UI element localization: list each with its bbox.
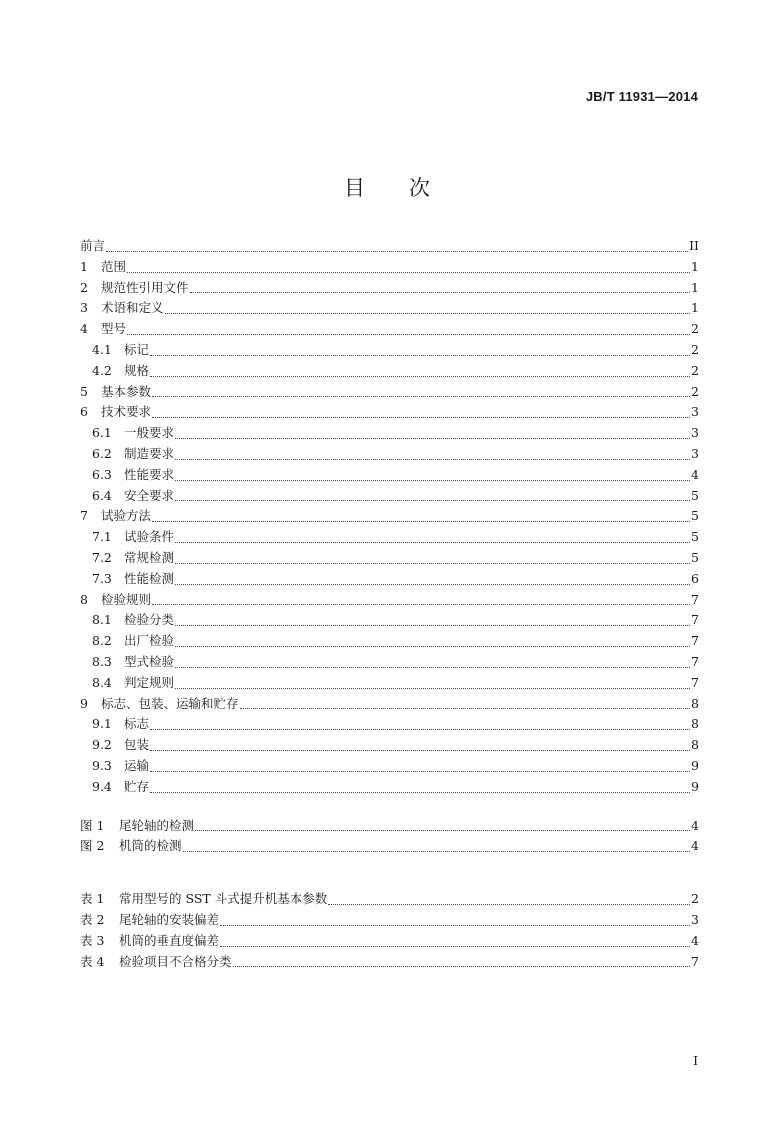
toc-entry[interactable] (80, 610, 699, 631)
toc-leader-dots (150, 729, 690, 730)
toc-leader-dots (220, 925, 690, 926)
toc-leader-dots (175, 688, 690, 689)
toc-entry-label: 标志 (124, 716, 150, 732)
toc-entry-number: 9.3 (92, 757, 112, 773)
toc-entry-number: 7.3 (92, 570, 112, 586)
toc-entry[interactable] (80, 931, 699, 952)
toc-entry-label: 机筒的垂直度偏差 (119, 932, 220, 948)
toc-entry-page: 4 (691, 817, 699, 833)
toc-entry[interactable] (80, 361, 699, 382)
toc-entry-page: 2 (691, 891, 699, 907)
toc-entry-page: 9 (691, 778, 699, 794)
toc-entry-label: 制造要求 (124, 445, 175, 461)
toc-entry-page: 2 (691, 362, 699, 378)
toc-leader-dots (175, 438, 690, 439)
toc-entry-number: 表 1 (80, 891, 105, 907)
toc-entry-label: 试验条件 (124, 529, 175, 545)
toc-entry-page: 8 (691, 737, 699, 753)
toc-entry-number: 表 4 (80, 953, 105, 969)
toc-leader-dots (152, 604, 690, 605)
toc-entry[interactable] (80, 777, 699, 798)
toc-entry-page: 1 (691, 300, 699, 316)
toc-entry-page: 1 (691, 258, 699, 274)
toc-entry-label: 检验分类 (124, 612, 175, 628)
toc-entry-number: 图 1 (80, 817, 105, 833)
toc-entry-number: 8.3 (92, 653, 112, 669)
toc-entry[interactable] (80, 486, 699, 507)
toc-entry[interactable] (80, 506, 699, 527)
toc-entry-page: 6 (691, 570, 699, 586)
toc-entry-label: 常用型号的 SST 斗式提升机基本参数 (119, 891, 328, 907)
toc-entry[interactable] (80, 694, 699, 715)
toc-entry-page: 2 (691, 341, 699, 357)
toc-entry-label: 出厂检验 (124, 633, 175, 649)
toc-entry[interactable] (80, 673, 699, 694)
toc-entry-number: 6.4 (92, 487, 112, 503)
toc-entry[interactable] (80, 257, 699, 278)
toc-leader-dots (127, 334, 690, 335)
toc-entry-number: 7.1 (92, 529, 112, 545)
toc-entry-page: 3 (691, 911, 699, 927)
toc-leader-dots (183, 851, 691, 852)
toc-entry[interactable] (80, 278, 699, 299)
title-char-1: 目 (344, 176, 365, 200)
toc-entry-number: 9.1 (92, 716, 112, 732)
toc-entry-label: 技术要求 (101, 404, 152, 420)
toc-entry[interactable] (80, 569, 699, 590)
toc-entry[interactable] (80, 319, 699, 340)
toc-entry-number: 6.1 (92, 425, 112, 441)
toc-entry-page: 8 (691, 716, 699, 732)
toc-entry-page: 7 (691, 653, 699, 669)
toc-leader-dots (175, 584, 690, 585)
toc-entry[interactable] (80, 548, 699, 569)
toc-entry[interactable] (80, 714, 699, 735)
page-title (0, 172, 774, 202)
toc-entry-page: 7 (691, 591, 699, 607)
toc-entry[interactable] (80, 236, 699, 257)
toc-entry-page: 3 (691, 425, 699, 441)
toc-entry-page: 5 (691, 549, 699, 565)
toc-leader-dots (328, 904, 690, 905)
toc-entry[interactable] (80, 652, 699, 673)
toc-leader-dots (175, 625, 690, 626)
toc-entry-number: 6.3 (92, 466, 112, 482)
toc-entry-number: 3 (80, 300, 88, 316)
toc-entry-label: 标记 (124, 341, 150, 357)
toc-entry-page: 4 (691, 838, 699, 854)
toc-entry-number: 表 2 (80, 911, 105, 927)
toc-entry-label: 标志、包装、运输和贮存 (101, 695, 239, 711)
toc-entry-page: 9 (691, 757, 699, 773)
toc-entry-page: 5 (691, 529, 699, 545)
toc-entry-label: 规范性引用文件 (101, 279, 189, 295)
toc-entry-label: 型号 (101, 321, 127, 337)
toc-entry-number: 2 (80, 279, 88, 295)
toc-leader-dots (152, 417, 690, 418)
toc-leader-dots (150, 750, 690, 751)
toc-entry-number: 5 (80, 383, 88, 399)
toc-entry-label: 运输 (124, 757, 150, 773)
toc-leader-dots (175, 500, 690, 501)
toc-entry[interactable] (80, 889, 699, 910)
toc-leader-dots (175, 646, 690, 647)
toc-entry-label: 常规检测 (124, 549, 175, 565)
toc-entry-number: 4.2 (92, 362, 112, 378)
toc-entry-number: 9.4 (92, 778, 112, 794)
toc-entry-page: 3 (691, 445, 699, 461)
page-number: I (693, 1054, 698, 1068)
toc-entry-page: 7 (691, 953, 699, 969)
toc-leader-dots (127, 272, 690, 273)
toc-leader-dots (195, 830, 690, 831)
toc-entry[interactable] (80, 590, 699, 611)
toc-entry-label: 安全要求 (124, 487, 175, 503)
toc-leader-dots (152, 521, 690, 522)
table-of-contents (80, 236, 699, 972)
toc-entry-number: 7.2 (92, 549, 112, 565)
toc-entry-number: 8.4 (92, 674, 112, 690)
toc-leader-dots (175, 459, 690, 460)
toc-entry-label: 包装 (124, 737, 150, 753)
toc-leader-dots (150, 771, 690, 772)
toc-leader-dots (190, 292, 691, 293)
toc-leader-dots (150, 355, 690, 356)
toc-leader-dots (240, 708, 691, 709)
toc-entry-number: 8.1 (92, 612, 112, 628)
toc-entry-number: 图 2 (80, 838, 105, 854)
toc-entry[interactable] (80, 382, 699, 403)
toc-entry-label: 尾轮轴的检测 (119, 817, 195, 833)
spacer (80, 798, 699, 816)
toc-entry[interactable] (80, 631, 699, 652)
toc-entry-label: 性能要求 (124, 466, 175, 482)
toc-entry[interactable] (80, 816, 699, 837)
toc-entry-page: 5 (691, 487, 699, 503)
toc-entry-label: 贮存 (124, 778, 150, 794)
toc-leader-dots (175, 480, 690, 481)
toc-entry-number: 6.2 (92, 445, 112, 461)
toc-entry-label: 一般要求 (124, 425, 175, 441)
toc-entry[interactable] (80, 298, 699, 319)
toc-leader-dots (175, 563, 690, 564)
toc-entry-number: 7 (80, 508, 88, 524)
toc-leader-dots (220, 946, 690, 947)
toc-leader-dots (175, 667, 690, 668)
toc-entry[interactable] (80, 756, 699, 777)
toc-entry-page: 7 (691, 674, 699, 690)
toc-entry-label: 检验规则 (101, 591, 152, 607)
toc-entry-number: 4 (80, 321, 88, 337)
toc-entry[interactable] (80, 444, 699, 465)
toc-entry[interactable] (80, 423, 699, 444)
toc-entry-label: 规格 (124, 362, 150, 378)
toc-entry[interactable] (80, 527, 699, 548)
toc-entry-page: 8 (691, 695, 699, 711)
toc-entry-page: II (689, 238, 699, 253)
toc-entry-label: 机筒的检测 (119, 838, 182, 854)
toc-leader-dots (165, 313, 691, 314)
toc-leader-dots (150, 792, 690, 793)
toc-entry-page: 1 (691, 279, 699, 295)
spacer (80, 857, 699, 889)
toc-entry[interactable] (80, 465, 699, 486)
title-char-2: 次 (409, 176, 430, 200)
toc-entry-page: 5 (691, 508, 699, 524)
toc-entry-page: 7 (691, 633, 699, 649)
toc-leader-dots (106, 251, 688, 252)
toc-entry-number: 9.2 (92, 737, 112, 753)
toc-entry-number: 6 (80, 404, 88, 420)
toc-entry-number: 9 (80, 695, 88, 711)
toc-entry[interactable] (80, 402, 699, 423)
toc-entry-number: 1 (80, 258, 88, 274)
toc-entry-number: 4.1 (92, 341, 112, 357)
toc-entry[interactable] (80, 340, 699, 361)
toc-entry-label: 基本参数 (101, 383, 152, 399)
toc-entry-label: 尾轮轴的安装偏差 (119, 911, 220, 927)
toc-entry-page: 4 (691, 932, 699, 948)
toc-entry-page: 2 (691, 383, 699, 399)
toc-leader-dots (152, 396, 690, 397)
toc-entry-label: 判定规则 (124, 674, 175, 690)
toc-entry-page: 7 (691, 612, 699, 628)
toc-entry-page: 2 (691, 321, 699, 337)
toc-leader-dots (175, 542, 690, 543)
toc-entry[interactable] (80, 735, 699, 756)
toc-entry[interactable] (80, 952, 699, 973)
toc-entry-label: 范围 (101, 258, 127, 274)
toc-entry-label: 性能检测 (124, 570, 175, 586)
toc-leader-dots (233, 966, 691, 967)
toc-entry-number: 表 3 (80, 932, 105, 948)
toc-entry[interactable] (80, 836, 699, 857)
toc-entry-number: 8 (80, 591, 88, 607)
toc-entry-label: 术语和定义 (101, 300, 164, 316)
toc-entry-label: 试验方法 (101, 508, 152, 524)
toc-entry-label: 检验项目不合格分类 (119, 953, 232, 969)
toc-entry-page: 4 (691, 466, 699, 482)
toc-leader-dots (150, 376, 690, 377)
toc-entry[interactable] (80, 910, 699, 931)
toc-entry-page: 3 (691, 404, 699, 420)
standard-number: JB/T 11931—2014 (585, 89, 698, 104)
toc-entry-number: 8.2 (92, 633, 112, 649)
toc-entry-label: 型式检验 (124, 653, 175, 669)
toc-entry-label: 前言 (80, 238, 106, 253)
